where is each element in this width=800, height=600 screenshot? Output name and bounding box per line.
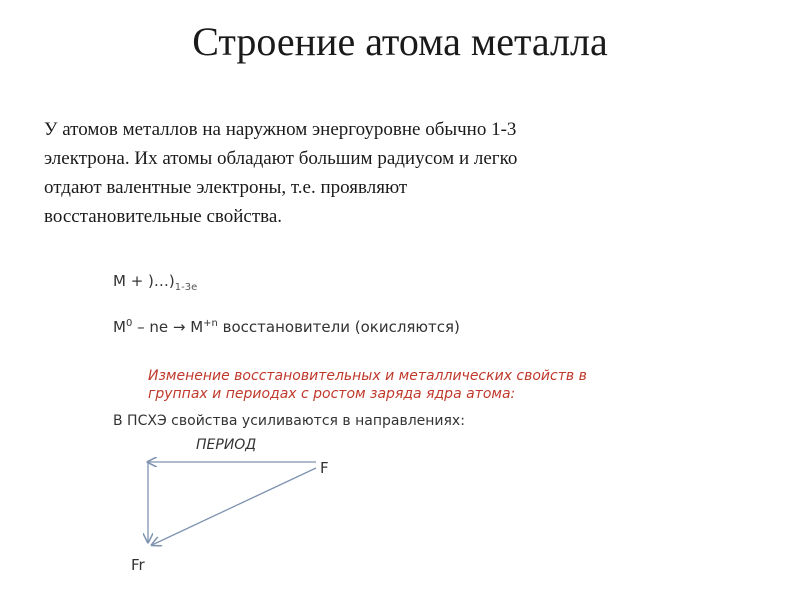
direction-text: В ПСХЭ свойства усиливаются в направлениях:: [113, 413, 465, 429]
equation-sup-zero: 0: [125, 318, 133, 329]
period-label: ПЕРИОД: [196, 437, 257, 453]
intro-line: отдают валентные электроны, т.е. проявляют: [44, 177, 408, 198]
element-fluorine: F: [320, 459, 329, 477]
trend-heading-line-2: группах и периодах с ростом заряда ядра атома:: [148, 386, 516, 402]
element-francium: Fr: [131, 556, 145, 574]
equation-sup-n: +n: [203, 318, 218, 329]
scheme-subscript: 1-3е: [174, 282, 198, 293]
equation-right: восстановители (окисляются): [217, 318, 460, 336]
equation-mid: – ne → М: [132, 318, 204, 336]
page-title: Строение атома металла: [192, 19, 608, 64]
intro-line: восстановительные свойства.: [44, 206, 283, 227]
trend-heading-line-1: Изменение восстановительных и металлических свойств в: [148, 368, 587, 384]
intro-line: электрона. Их атомы обладают большим радиусом и легко: [44, 148, 518, 169]
intro-line: У атомов металлов на наружном энергоуровне обычно 1-3: [44, 119, 517, 140]
equation-left: М: [113, 318, 126, 336]
diagonal-arrow: [152, 468, 316, 545]
scheme-main: М + )…): [113, 272, 175, 290]
